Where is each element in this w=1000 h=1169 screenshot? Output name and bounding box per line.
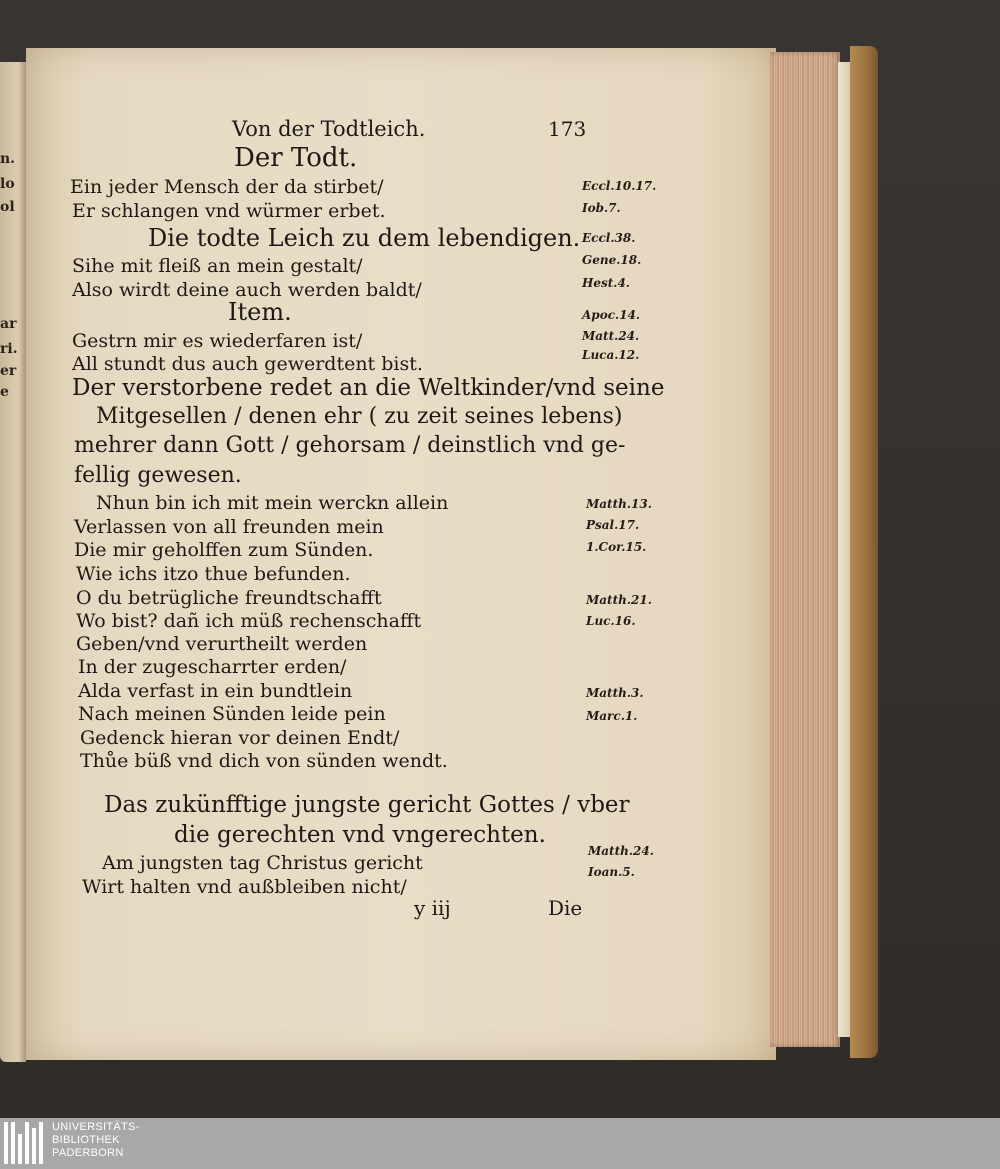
page-edges-inner: [838, 62, 850, 1037]
text-line: Nhun bin ich mit mein werckn allein: [96, 492, 449, 514]
catchword: Die: [548, 896, 583, 920]
heading-line: mehrer dann Gott / gehorsam / deinstlich vnd ge-: [74, 433, 626, 458]
text-line: O du betrügliche freundtschafft: [76, 587, 382, 609]
text-line: Geben/vnd verurtheilt werden: [76, 633, 368, 655]
margin-reference: Marc.1.: [586, 709, 638, 723]
text-line: Wie ichs itzo thue befunden.: [76, 563, 351, 585]
page-edges: [770, 52, 840, 1047]
margin-reference: Apoc.14.: [582, 308, 641, 322]
margin-reference: Matt.24.: [582, 329, 640, 343]
margin-reference: Iob.7.: [582, 201, 621, 215]
margin-reference: Matth.24.: [588, 844, 654, 858]
margin-reference: Luc.16.: [586, 614, 636, 628]
text-line: Er schlangen vnd würmer erbet.: [72, 200, 386, 222]
heading-line: Die todte Leich zu dem lebendigen.: [148, 224, 581, 252]
left-page-fragment: n.: [0, 151, 16, 167]
heading-line: fellig gewesen.: [74, 463, 242, 488]
left-page-fragment: lo: [0, 176, 15, 192]
logo-line: UNIVERSITÄTS-: [52, 1121, 140, 1133]
heading-line: Das zukünfftige jungste gericht Gottes / vber: [104, 792, 630, 818]
logo-line: PADERBORN: [52, 1147, 124, 1159]
margin-reference: Matth.3.: [586, 686, 644, 700]
heading-line: Der verstorbene redet an die Weltkinder/vnd seine: [72, 375, 665, 401]
running-header: Von der Todtleich.: [232, 117, 426, 141]
library-logo-text: [52, 1121, 140, 1160]
left-page-fragment: ol: [0, 199, 15, 215]
left-page-fragment: er: [0, 363, 17, 379]
margin-reference: Ioan.5.: [588, 865, 635, 879]
text-line: Thůe büß vnd dich von sünden wendt.: [80, 750, 448, 772]
left-page-fragment: ri.: [0, 341, 18, 357]
heading-line: Mitgesellen / denen ehr ( zu zeit seines lebens): [96, 404, 623, 429]
heading-line: die gerechten vnd vngerechten.: [174, 822, 546, 848]
book-cover: [850, 46, 878, 1058]
signature-mark: y iij: [414, 896, 451, 920]
left-page-edge: [0, 62, 26, 1062]
margin-reference: Eccl.38.: [582, 231, 636, 245]
margin-reference: Matth.21.: [586, 593, 652, 607]
text-line: Die mir geholffen zum Sünden.: [74, 539, 374, 561]
text-line: Wo bist? dañ ich müß rechenschafft: [76, 610, 422, 632]
library-footer: [0, 1118, 1000, 1169]
text-line: Sihe mit fleiß an mein gestalt/: [72, 255, 363, 277]
margin-reference: Matth.13.: [586, 497, 652, 511]
text-line: In der zugescharrter erden/: [78, 656, 347, 678]
margin-reference: Psal.17.: [586, 518, 640, 532]
text-line: Gedenck hieran vor deinen Endt/: [80, 727, 400, 749]
text-line: Alda verfast in ein bundtlein: [78, 680, 353, 702]
text-line: Verlassen von all freunden mein: [74, 516, 384, 538]
text-line: Gestrn mir es wiederfaren ist/: [72, 330, 363, 352]
text-line: Wirt halten vnd außbleiben nicht/: [82, 876, 407, 898]
text-line: Ein jeder Mensch der da stirbet/: [70, 176, 384, 198]
margin-reference: Luca.12.: [582, 348, 640, 362]
margin-reference: Gene.18.: [582, 253, 642, 267]
page-number: 173: [548, 117, 587, 141]
library-logo-icon: [4, 1122, 46, 1164]
text-line: All stundt dus auch gewerdtent bist.: [72, 353, 423, 375]
text-line: Also wirdt deine auch werden baldt/: [72, 279, 422, 301]
section-title: Der Todt.: [234, 143, 358, 173]
left-page-fragment: e: [0, 384, 9, 400]
text-line: Am jungsten tag Christus gericht: [102, 852, 423, 874]
logo-line: BIBLIOTHEK: [52, 1134, 120, 1146]
heading-line: Item.: [228, 298, 292, 326]
margin-reference: Eccl.10.17.: [582, 179, 657, 193]
margin-reference: 1.Cor.15.: [586, 540, 647, 554]
margin-reference: Hest.4.: [582, 276, 630, 290]
text-line: Nach meinen Sünden leide pein: [78, 703, 386, 725]
left-page-fragment: ar: [0, 316, 17, 332]
